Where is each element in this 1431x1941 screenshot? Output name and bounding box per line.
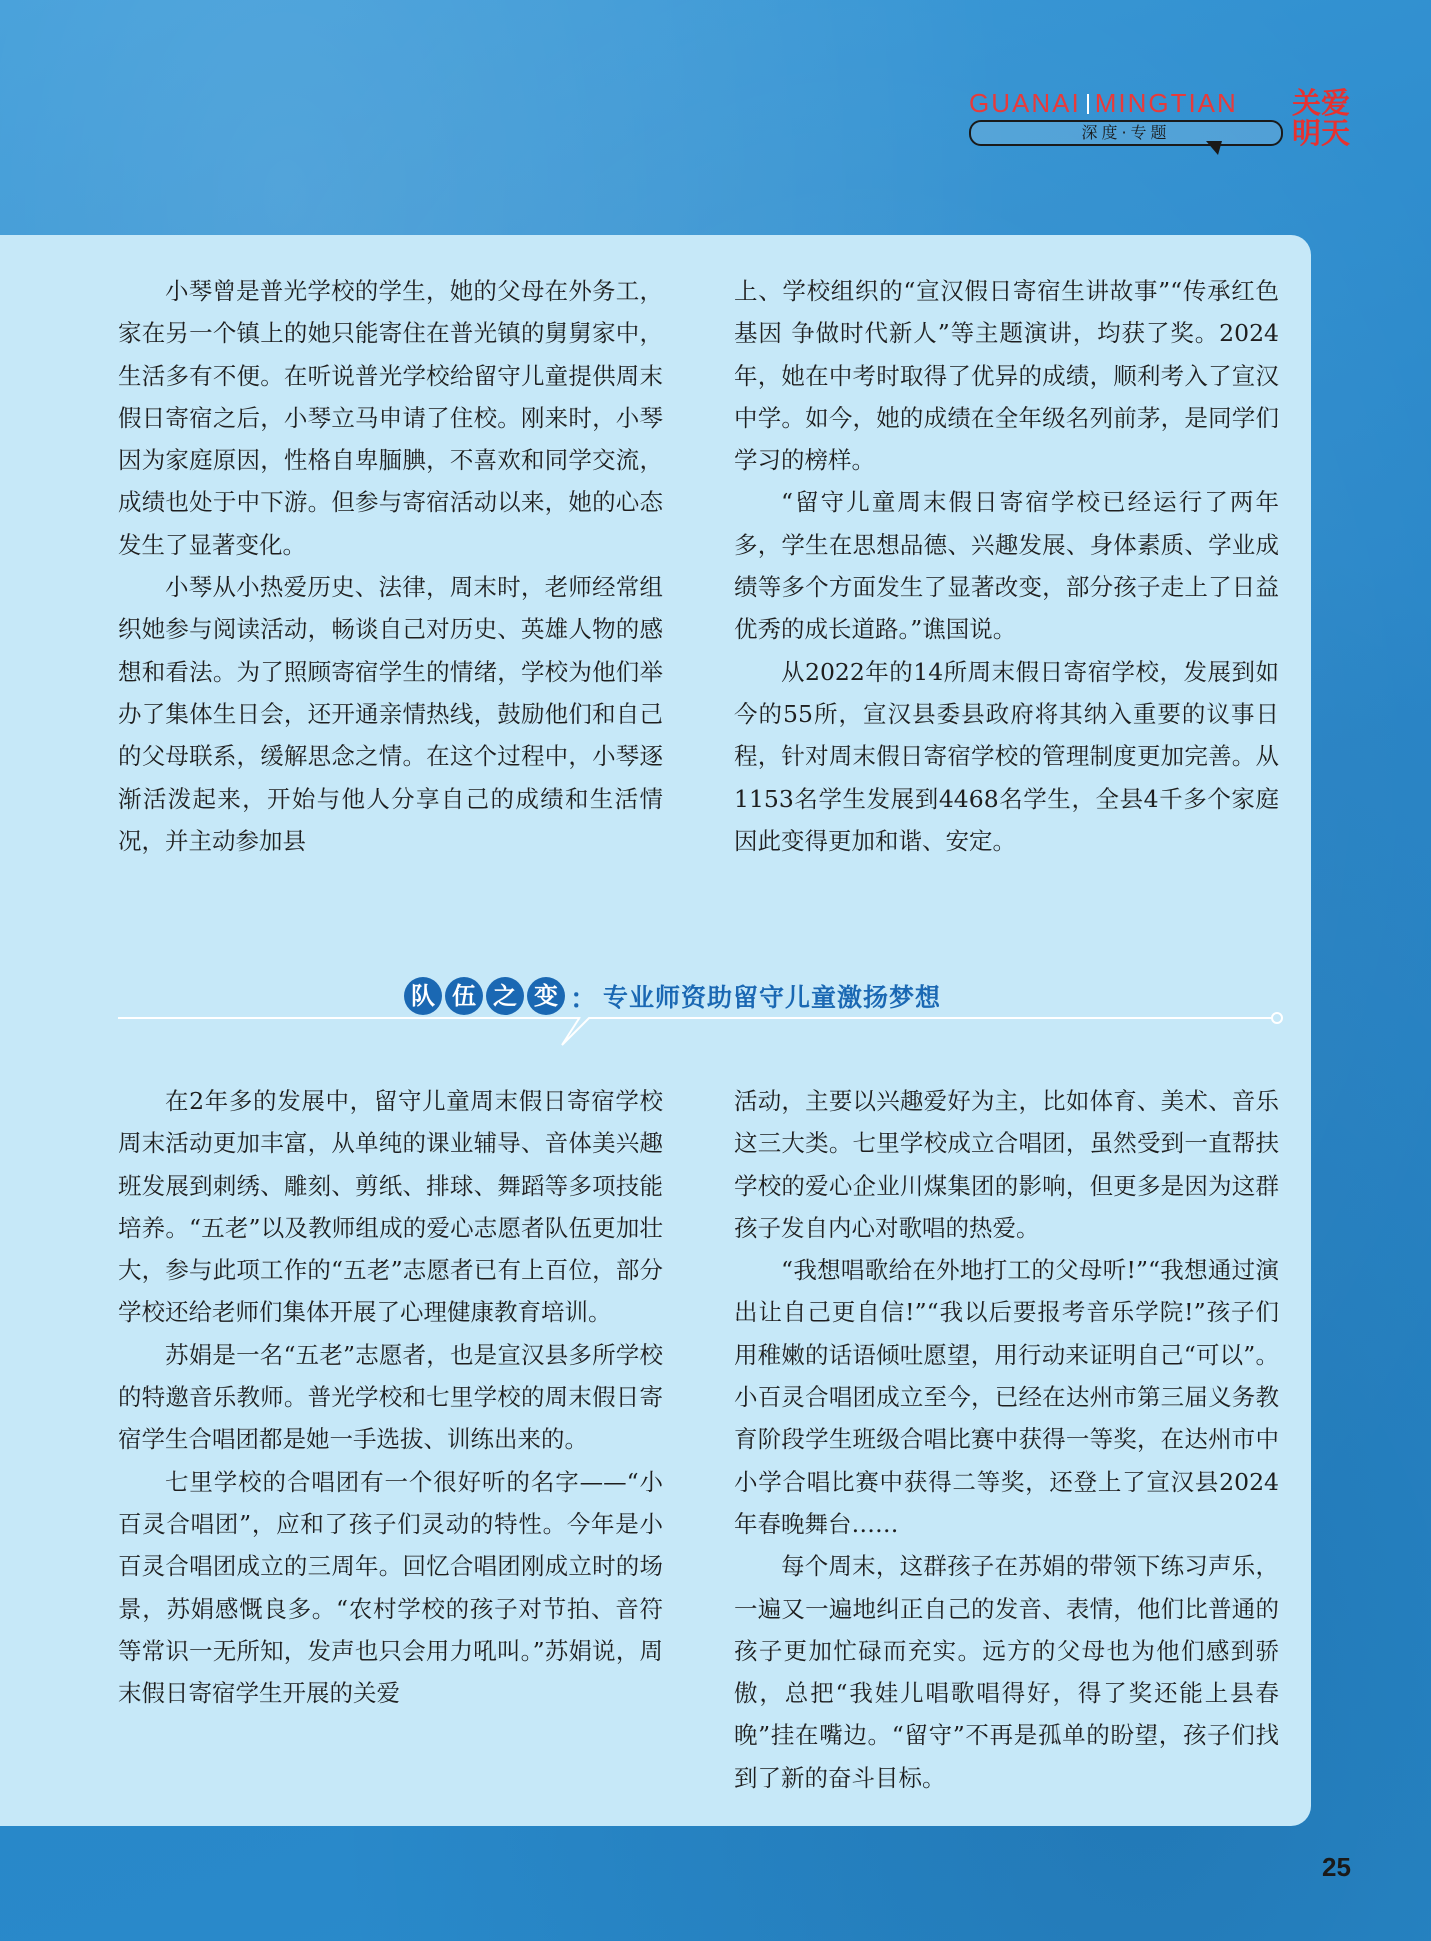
masthead-en-right: MINGTIAN (1094, 88, 1238, 118)
heading-char: 变 (527, 977, 565, 1015)
masthead-english (969, 88, 1238, 118)
column-label: 深度·专题 (969, 120, 1283, 146)
heading-char: 伍 (445, 977, 483, 1015)
paragraph: 从2022年的14所周末假日寄宿学校，发展到如今的55所，宣汉县委县政府将其纳入重要的议事日程，针对周末假日寄宿学校的管理制度更加完善。从1153名学生发展到4468名学生，全县4千多个家庭因此变得更加和谐、安定。 (734, 657, 1279, 855)
section2-right-column (734, 1080, 1279, 1799)
brand-logo (1292, 88, 1352, 148)
paragraph: 七里学校的合唱团有一个很好听的名字——“小百灵合唱团”，应和了孩子们灵动的特性。今年是小百灵合唱团成立的三周年。回忆合唱团刚成立时的场景，苏娟感慨良多。“农村学校的孩子对节拍、音符等常识一无所知，发声也只会用力吼叫。”苏娟说，周末假日寄宿学生开展的关爱 (118, 1467, 663, 1708)
speech-tail-icon (1206, 141, 1222, 155)
page-number: 25 (1322, 1852, 1351, 1882)
section2-left-column (118, 1080, 663, 1714)
heading-rule-end-icon (1271, 1012, 1283, 1024)
paragraph-continuation: 活动，主要以兴趣爱好为主，比如体育、美术、音乐这三大类。七里学校成立合唱团，虽然受到一直帮扶学校的爱心企业川煤集团的影响，但更多是因为这群孩子发自内心对歌唱的热爱。 (734, 1087, 1279, 1242)
section1-left-column (118, 270, 663, 862)
heading-char: 队 (404, 977, 442, 1015)
heading-char: 之 (486, 977, 524, 1015)
section-heading (404, 975, 941, 1017)
paragraph: 小琴曾是普光学校的学生，她的父母在外务工，家在另一个镇上的她只能寄住在普光镇的舅舅家中，生活多有不便。在听说普光学校给留守儿童提供周末假日寄宿之后，小琴立马申请了住校。刚来时，小琴因为家庭原因，性格自卑腼腆，不喜欢和同学交流，成绩也处于中下游。但参与寄宿活动以来，她的心态发生了显著变化。 (118, 277, 663, 559)
masthead-separator (1087, 94, 1089, 114)
masthead (966, 88, 1366, 168)
paragraph: 小琴从小热爱历史、法律，周末时，老师经常组织她参与阅读活动，畅谈自己对历史、英雄人物的感想和看法。为了照顾寄宿学生的情绪，学校为他们举办了集体生日会，还开通亲情热线，鼓励他们和自己的父母联系，缓解思念之情。在这个过程中，小琴逐渐活泼起来，开始与他人分享自己的成绩和生活情况，并主动参加县 (118, 573, 663, 855)
paragraph: 每个周末，这群孩子在苏娟的带领下练习声乐，一遍又一遍地纠正自己的发音、表情，他们比普通的孩子更加忙碌而充实。远方的父母也为他们感到骄傲，总把“我娃儿唱歌唱得好，得了奖还能上县春晚”挂在嘴边。“留守”不再是孤单的盼望，孩子们找到了新的奋斗目标。 (734, 1552, 1279, 1792)
heading-colon: ： (570, 983, 597, 1015)
brand-line-2: 明天 (1292, 116, 1351, 150)
brand-line-1: 关爱 (1292, 86, 1351, 120)
paragraph: “留守儿童周末假日寄宿学校已经运行了两年多，学生在思想品德、兴趣发展、身体素质、学业成绩等多个方面发生了显著改变，部分孩子走上了日益优秀的成长道路。”谯国说。 (734, 488, 1279, 644)
section1-right-column (734, 270, 1279, 862)
paragraph: “我想唱歌给在外地打工的父母听!”“我想通过演出让自己更自信!”“我以后要报考音乐学院!”孩子们用稚嫩的话语倾吐愿望，用行动来证明自己“可以”。小百灵合唱团成立至今，已经在达州市第三届义务教育阶段学生班级合唱比赛中获得一等奖，在达州市中小学合唱比赛中获得二等奖，还登上了宣汉县2024年春晚舞台…… (734, 1256, 1279, 1538)
heading-title: 专业师资助留守儿童激扬梦想 (603, 983, 942, 1012)
heading-pointer-icon (560, 1017, 600, 1047)
masthead-en-left: GUANAI (969, 88, 1081, 118)
paragraph: 苏娟是一名“五老”志愿者，也是宣汉县多所学校的特邀音乐教师。普光学校和七里学校的周末假日寄宿学生合唱团都是她一手选拔、训练出来的。 (118, 1340, 663, 1454)
heading-rule (118, 1017, 1275, 1019)
paragraph: 在2年多的发展中，留守儿童周末假日寄宿学校周末活动更加丰富，从单纯的课业辅导、音体美兴趣班发展到刺绣、雕刻、剪纸、排球、舞蹈等多项技能培养。“五老”以及教师组成的爱心志愿者队伍更加壮大，参与此项工作的“五老”志愿者已有上百位，部分学校还给老师们集体开展了心理健康教育培训。 (118, 1087, 663, 1327)
paragraph-continuation: 上、学校组织的“宣汉假日寄宿生讲故事”“传承红色基因 争做时代新人”等主题演讲，均获了奖。2024年，她在中考时取得了优异的成绩，顺利考入了宣汉中学。如今，她的成绩在全年级名列前茅，是同学们学习的榜样。 (734, 277, 1279, 475)
